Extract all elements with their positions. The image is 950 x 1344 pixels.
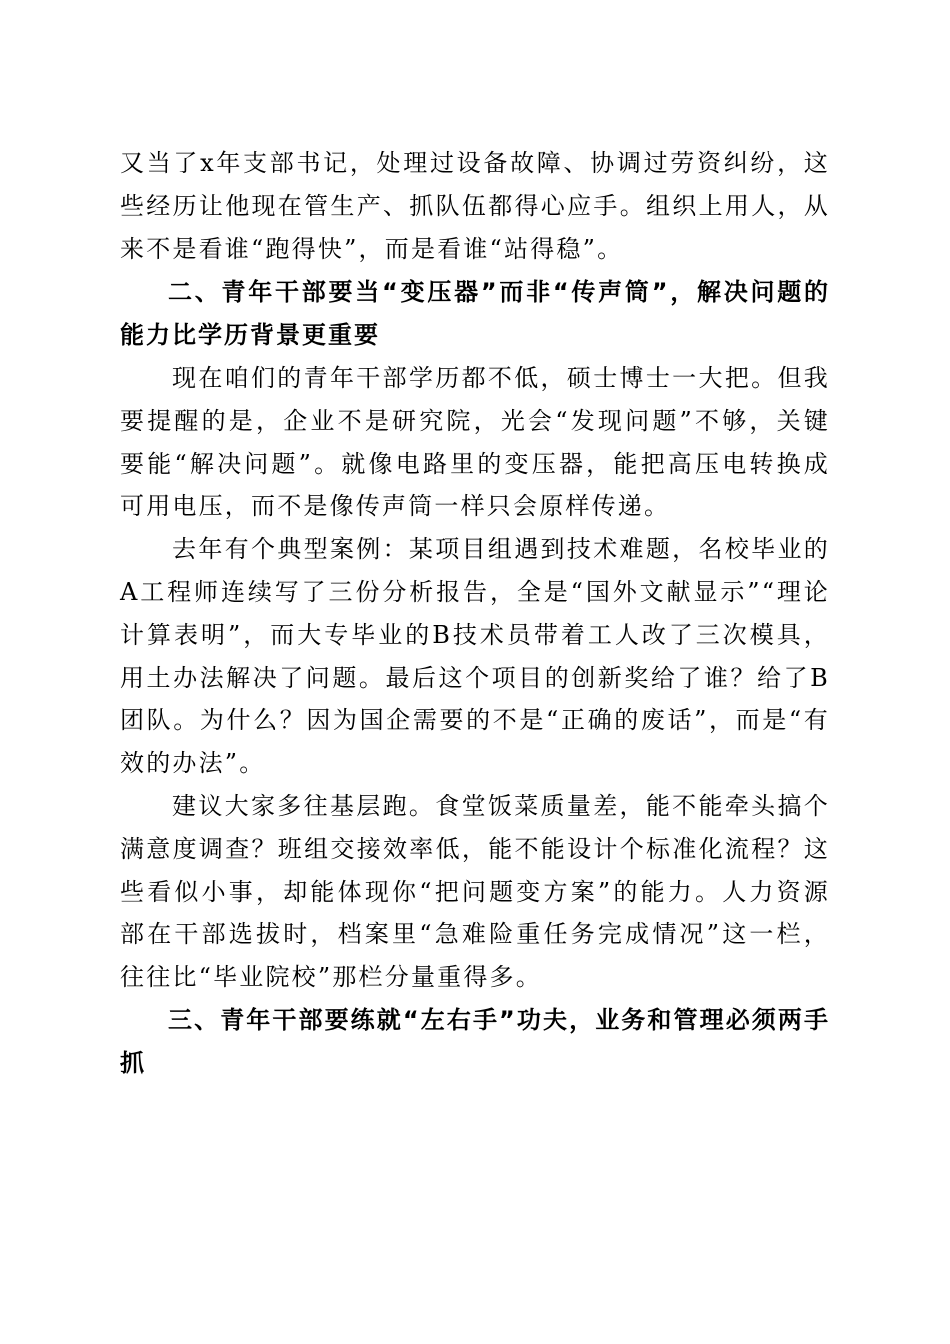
section-heading-2: 二、青年干部要当“变压器”而非“传声筒”，解决问题的能力比学历背景更重要	[120, 278, 830, 350]
paragraph-suggestion: 建议大家多往基层跑。食堂饭菜质量差，能不能牵头搞个满意度调查？班组交接效率低，能不能设计个标准化流程？这些看似小事，却能体现你“把问题变方案”的能力。人力资源部在干部选拔时，档案里“急难险重任务完成情况”这一栏，往往比“毕业院校”那栏分量重得多。	[120, 791, 830, 992]
document-page	[120, 142, 830, 1085]
paragraph-case-study: 去年有个典型案例：某项目组遇到技术难题，名校毕业的A工程师连续写了三份分析报告，全是“国外文献显示”“理论计算表明”，而大专毕业的B技术员带着工人改了三次模具，用土办法解决了问题。最后这个项目的创新奖给了谁？给了B团队。为什么？因为国企需要的不是“正确的废话”，而是“有效的办法”。	[120, 535, 830, 778]
section-heading-3: 三、青年干部要练就“左右手”功夫，业务和管理必须两手抓	[120, 1005, 830, 1077]
paragraph-continued: 又当了x年支部书记，处理过设备故障、协调过劳资纠纷，这些经历让他现在管生产、抓队伍都得心应手。组织上用人，从来不是看谁“跑得快”，而是看谁“站得稳”。	[120, 149, 830, 263]
paragraph-education: 现在咱们的青年干部学历都不低，硕士博士一大把。但我要提醒的是，企业不是研究院，光会“发现问题”不够，关键要能“解决问题”。就像电路里的变压器，能把高压电转换成可用电压，而不是像传声筒一样只会原样传递。	[120, 363, 830, 521]
